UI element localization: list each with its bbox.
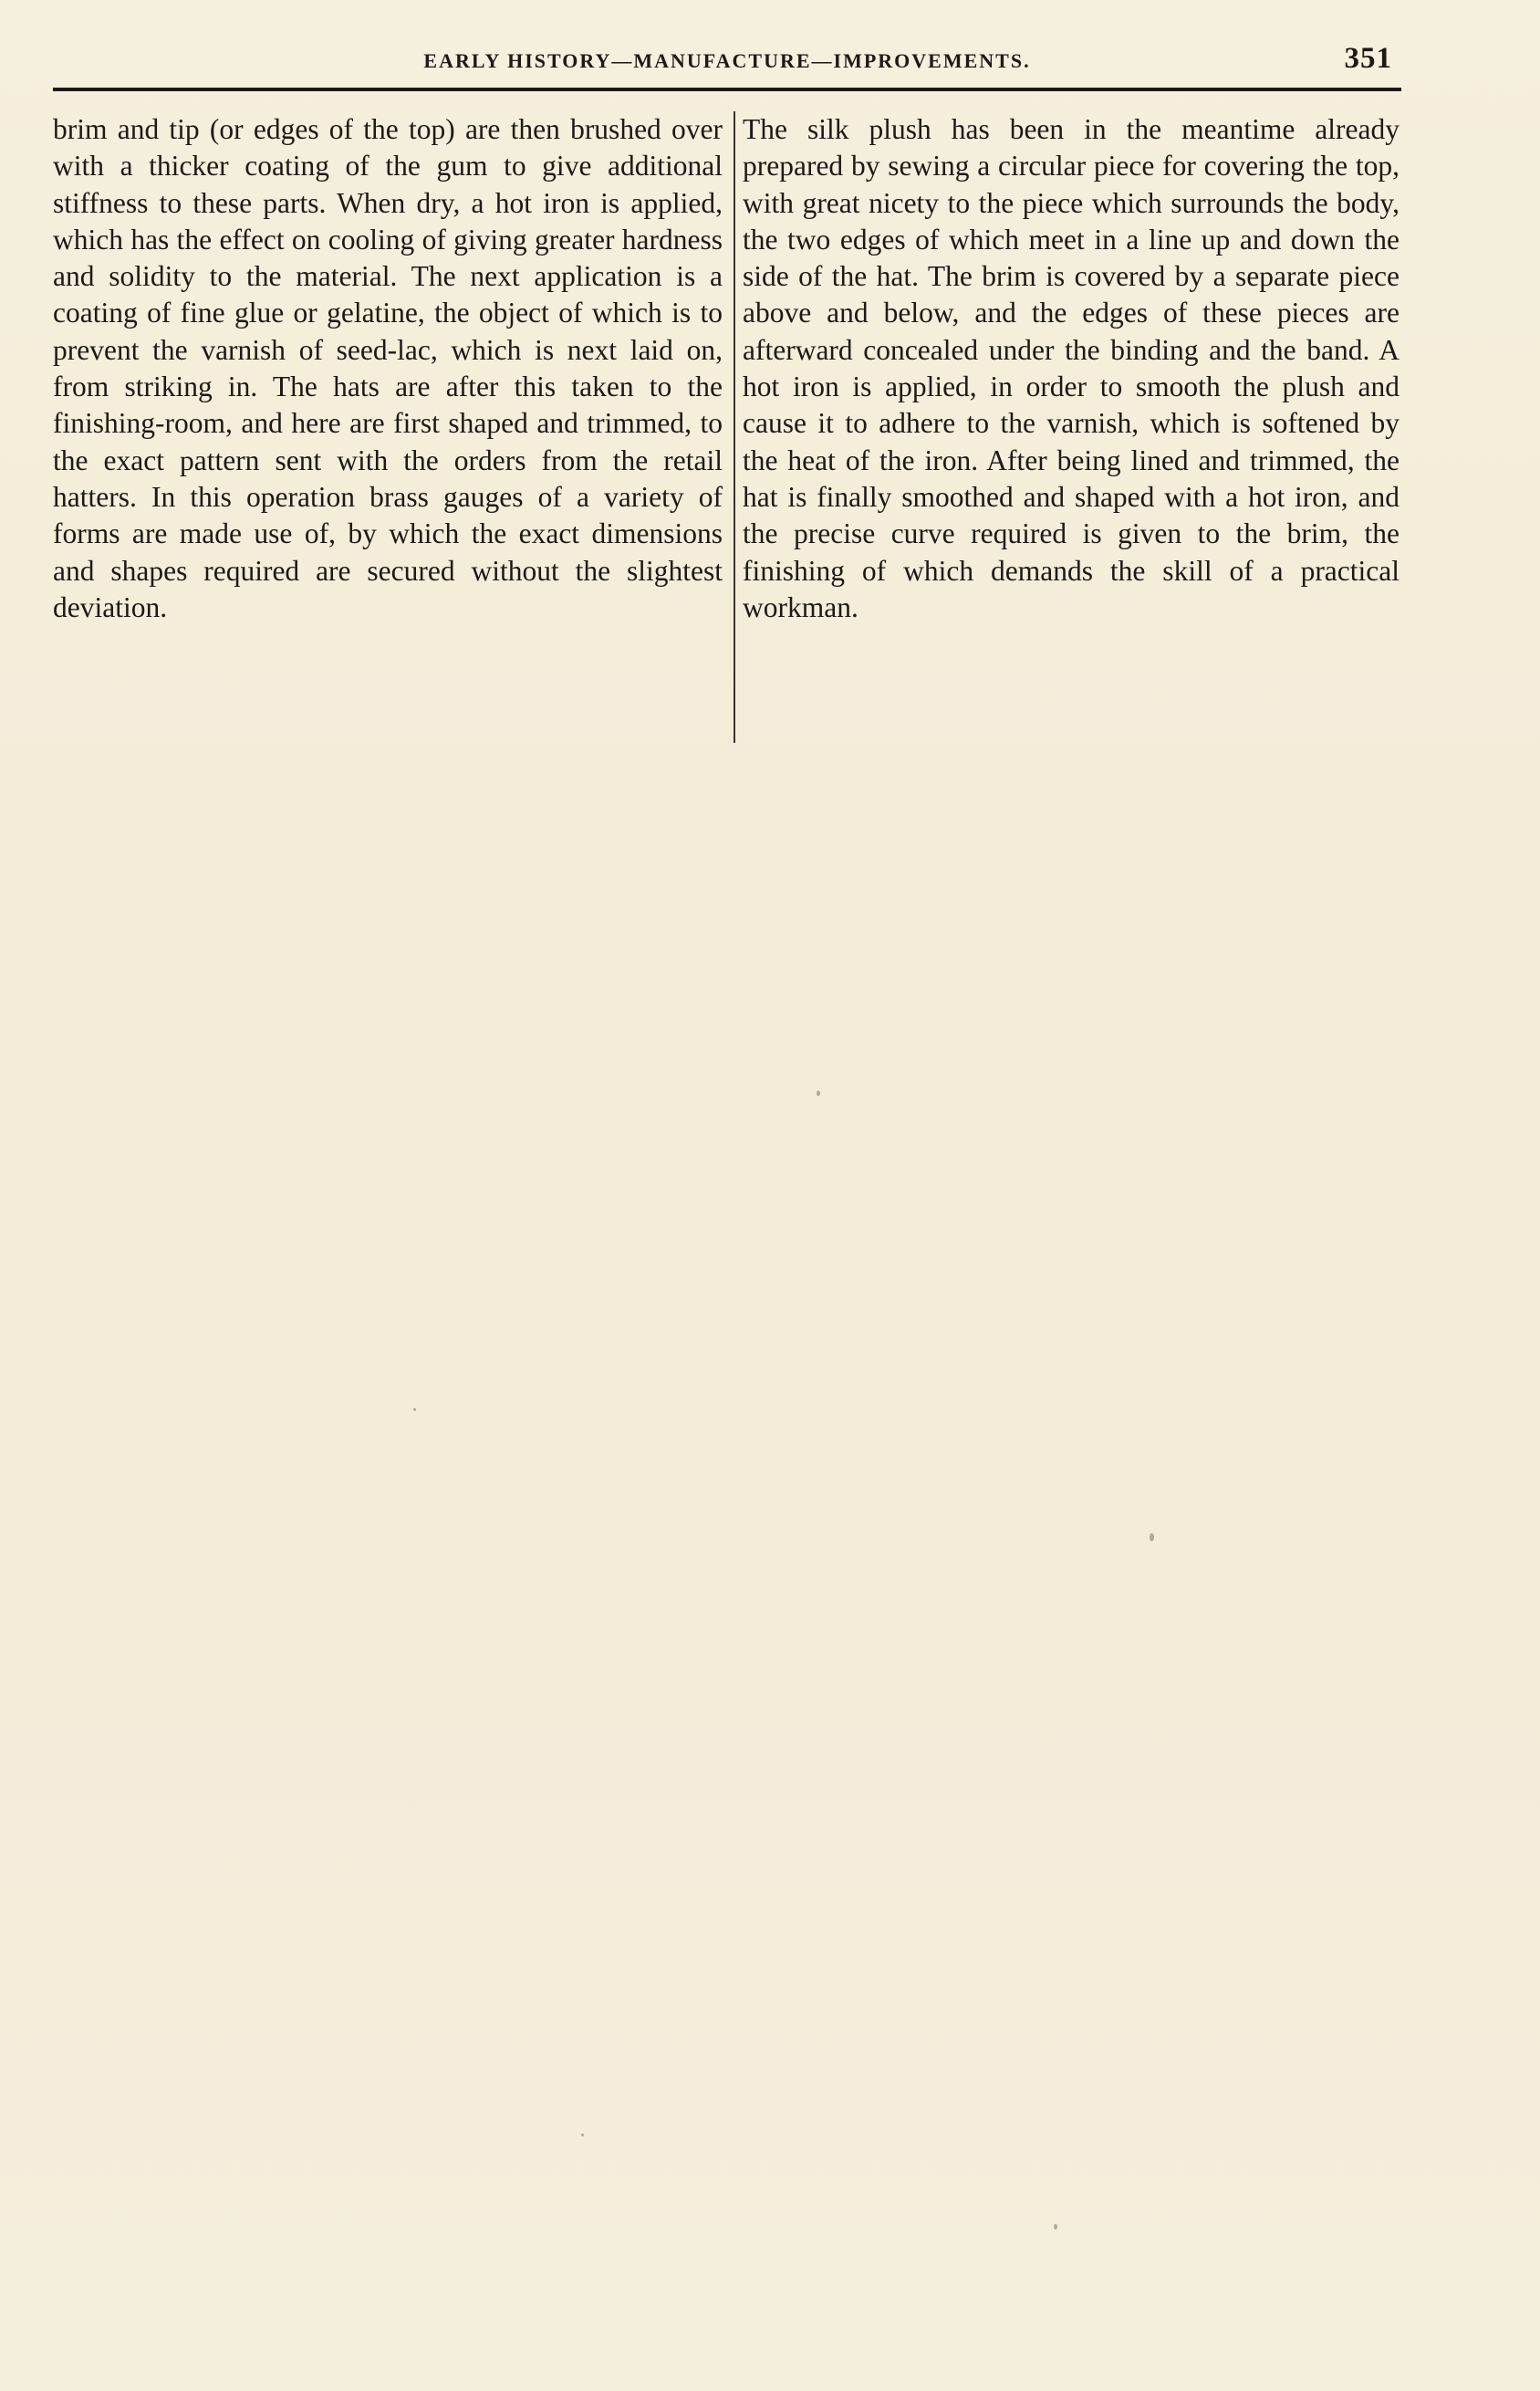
right-column <box>743 111 1400 626</box>
left-column <box>53 111 723 626</box>
header-rule <box>53 88 1401 91</box>
paper-speck <box>581 2134 584 2136</box>
paper-speck <box>1054 2224 1057 2229</box>
paper-speck <box>817 1091 820 1096</box>
right-column-paragraph: The silk plush has been in the meantime already prepared by sewing a circular piece for covering the top, with great nicety to the piece which surrounds the body, the two edges of which meet in a line up and down the side of the hat. The brim is covered by a separate piece above and below, and the edges of these pieces are afterward concealed under the binding and the band. A hot iron is applied, in order to smooth the plush and cause it to adhere to the varnish, which is softened by the heat of the iron. After being lined and trimmed, the hat is finally smoothed and shaped with a hot iron, and the precise curve required is given to the brim, the finishing of which demands the skill of a practical workman. <box>743 113 1400 623</box>
left-column-paragraph: brim and tip (or edges of the top) are then brushed over with a thicker coating of the gum to give additional stiffness to these parts. When dry, a hot iron is applied, which has the effect on cooling of giving greater hardness and solidity to the material. The next application is a coating of fine glue or gelatine, the object of which is to prevent the varnish of seed-lac, which is next laid on, from striking in. The hats are after this taken to the finishing-room, and here are first shaped and trimmed, to the exact pattern sent with the orders from the retail hatters. In this operation brass gauges of a variety of forms are made use of, by which the exact dimensions and shapes required are secured without the slightest deviation. <box>53 113 723 623</box>
column-divider <box>734 111 735 743</box>
paper-speck <box>413 1408 416 1411</box>
running-head <box>53 40 1401 77</box>
running-title: EARLY HISTORY—MANUFACTURE—IMPROVEMENTS. <box>423 49 1031 72</box>
paper-speck <box>1150 1533 1154 1541</box>
page-number: 351 <box>1344 42 1392 75</box>
